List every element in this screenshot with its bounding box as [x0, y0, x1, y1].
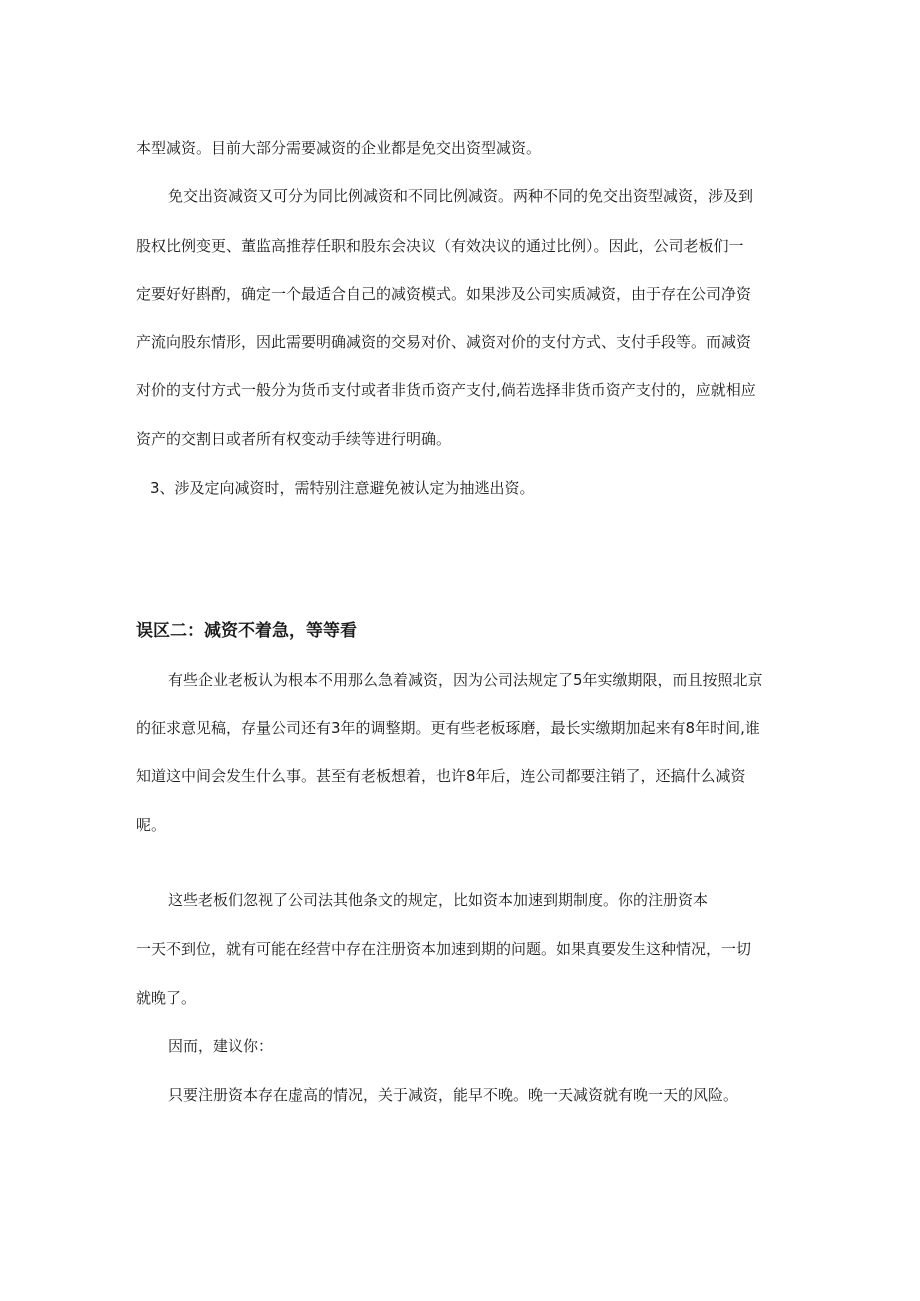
text-line: 知道这中间会发生什么事。甚至有老板想着，也许8年后，连公司都要注销了，还搞什么减资 — [136, 767, 746, 785]
text-line: 股权比例变更、董监高推荐任职和股东会决议（有效决议的通过比例）。因此，公司老板们一 — [136, 237, 744, 255]
text-line: 本型减资。目前大部分需要减资的企业都是免交出资型减资。 — [136, 139, 542, 157]
text-line: 的征求意见稿，存量公司还有3年的调整期。更有些老板琢磨，最长实缴期加起来有8年时间,谁 — [136, 719, 760, 737]
text-line: 有些企业老板认为根本不用那么急着减资，因为公司法规定了5年实缴期限，而且按照北京 — [168, 671, 763, 689]
text-line: 免交出资减资又可分为同比例减资和不同比例减资。两种不同的免交出资型减资，涉及到 — [168, 187, 754, 205]
text-line: 资产的交割日或者所有权变动手续等进行明确。 — [136, 430, 452, 448]
text-line: 呢。 — [136, 816, 167, 834]
text-line: 定要好好斟酌，确定一个最适合自己的减资模式。如果涉及公司实质减资，由于存在公司净资 — [136, 285, 752, 303]
list-item-3: 3、涉及定向减资时，需特别注意避免被认定为抽逃出资。 — [150, 479, 535, 497]
text-line: 一天不到位，就有可能在经营中存在注册资本加速到期的问题。如果真要发生这种情况，一切 — [136, 940, 752, 958]
advice-intro: 因而，建议你： — [168, 1037, 274, 1055]
section-heading: 误区二：减资不着急，等等看 — [136, 621, 357, 641]
text-line: 对价的支付方式一般分为货币支付或者非货币资产支付,倘若选择非货币资产支付的，应就相应 — [136, 381, 756, 399]
text-line: 产流向股东情形，因此需要明确减资的交易对价、减资对价的支付方式、支付手段等。而减资 — [136, 333, 752, 351]
advice-text: 只要注册资本存在虚高的情况，关于减资，能早不晚。晚一天减资就有晚一天的风险。 — [168, 1086, 739, 1104]
text-line: 就晚了。 — [136, 989, 197, 1007]
text-line: 这些老板们忽视了公司法其他条文的规定，比如资本加速到期制度。你的注册资本 — [168, 891, 709, 909]
